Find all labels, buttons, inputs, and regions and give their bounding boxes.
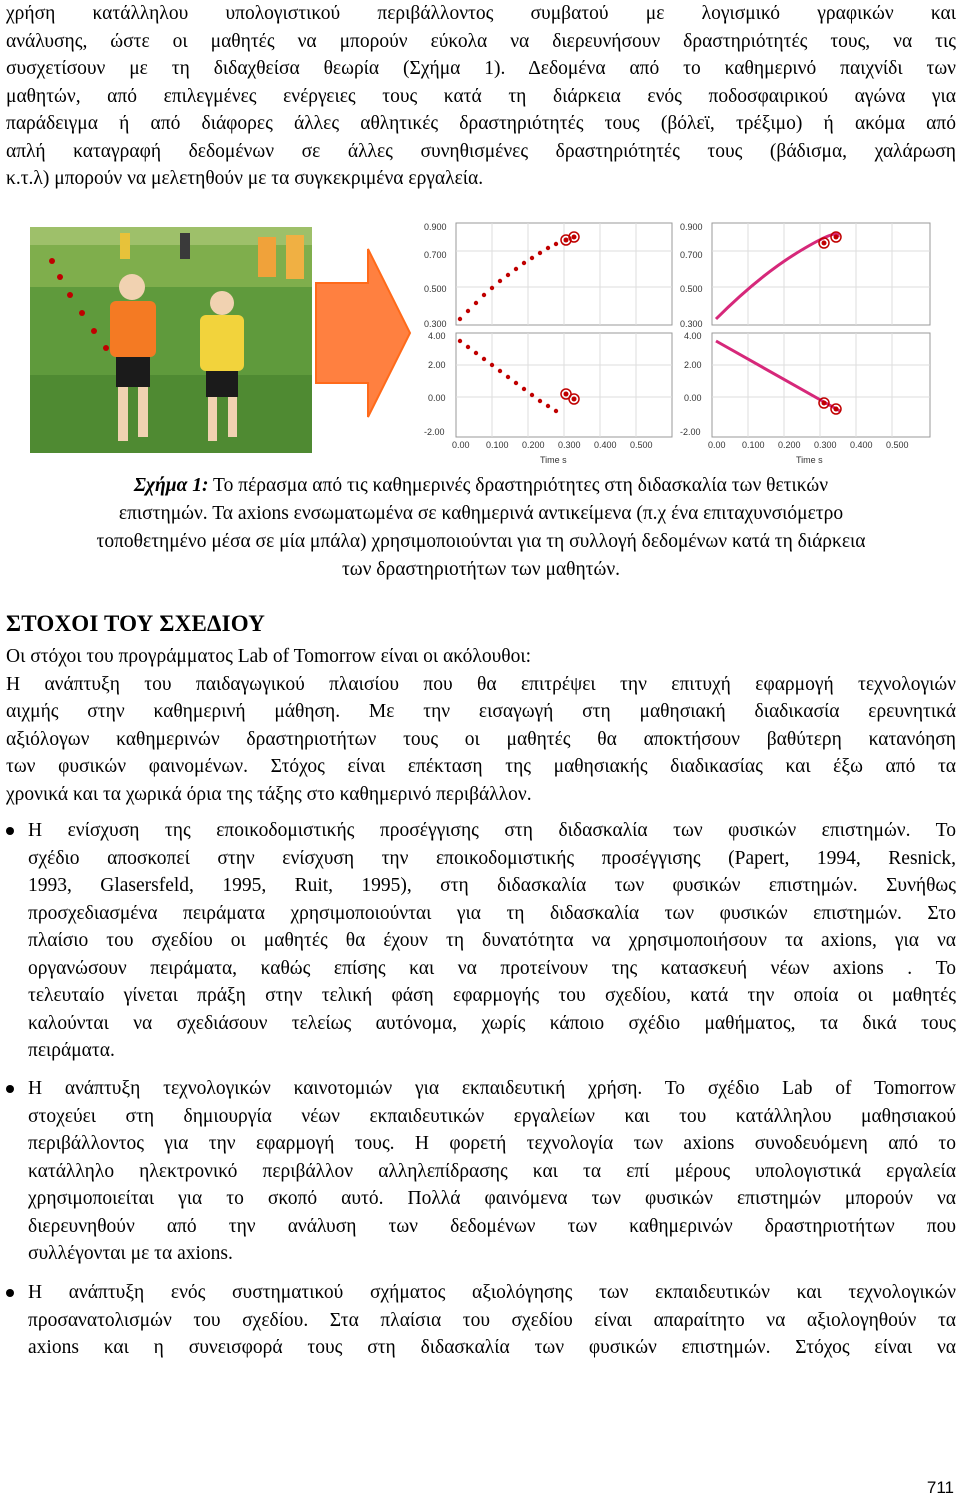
page-number: 711 [926, 1478, 954, 1497]
text-line: συλλέγονται με τα axions. [28, 1243, 233, 1264]
tick-label: 0.400 [594, 440, 617, 450]
goals-paragraph [6, 643, 956, 808]
caption-text: Το πέρασμα από τις καθημερινές δραστηριότητες στη διδασκαλία των θετικών [208, 475, 829, 496]
text-line: συσχετίσουν με τη διδαχθείσα θεωρία (Σχήμα 1). Δεδομένα από το καθημερινό παιχνίδι των [6, 58, 956, 79]
bullet-text [28, 817, 956, 1065]
arrow-right-icon [316, 249, 410, 417]
tick-label: 0.500 [630, 440, 653, 450]
tick-label: 0.700 [680, 250, 703, 260]
text-line: κ.τ.λ) μπορούν να μελετηθούν με τα συγκεκριμένα εργαλεία. [6, 168, 484, 189]
text-line: πλαίσιο του σχεδίου οι μαθητές θα έχουν τη δυνατότητα να χρησιμοποιήσουν τα axions, για να [28, 930, 956, 951]
tick-label: 0.400 [850, 440, 873, 450]
text-line: παράδειγμα ή από διάφορες άλλες αθλητικές δραστηριότητές τους (βόλεϊ, τρέξιμο) ή ακόμα από [6, 113, 956, 134]
caption-text: των δραστηριοτήτων των μαθητών. [341, 559, 621, 580]
text-line: των φυσικών φαινομένων. Στόχος είναι επέκταση της μαθησιακής διαδικασίας και έξω από τα [6, 756, 956, 777]
tick-label: -2.00 [680, 427, 701, 437]
text-line: χρονικά και τα χωρικά όρια της τάξης στο καθημερινό περιβάλλον. [6, 783, 532, 805]
section-title: ΣΤΟΧΟΙ ΤΟΥ ΣΧΕΔΙΟΥ [6, 611, 266, 636]
tick-label: 0.00 [452, 440, 470, 450]
tick-label: 4.00 [428, 331, 446, 341]
tick-label: 0.300 [558, 440, 581, 450]
text-line: axions και η συνεισφορά τους στη διδασκαλία των φυσικών επιστημών. Στόχος είναι να [28, 1337, 956, 1358]
figure-caption [6, 472, 956, 584]
text-line: καλούνται να σχεδιάσουν τελείως αυτόνομα, χωρίς κάποιο σχέδιο μαθήματος, τα δικά τους [28, 1012, 956, 1034]
text-line: τελευταίο γίνεται πράξη στην τελική φάση εφαρμογής του σχεδίου, κατά την οποία οι μαθητές [28, 985, 956, 1006]
text-line: στοχεύει στη δημιουργία νέων εκπαιδευτικών εργαλείων και του κατάλληλου μαθησιακού [28, 1105, 956, 1127]
caption-label: Σχήμα 1: [133, 475, 209, 496]
tick-label: 0.500 [680, 284, 703, 294]
text-line: αξιόλογων καθημερινών δραστηριοτήτων τους οι μαθητές θα αποκτήσουν βαθύτερη κατανόηση [6, 728, 956, 750]
text-line: 1993, Glasersfeld, 1995, Ruit, 1995), στη διδασκαλία των φυσικών επιστημών. Συνήθως [28, 875, 956, 896]
tick-label: 2.00 [428, 360, 446, 370]
bullet-icon [6, 1085, 14, 1093]
soccer-photo [30, 227, 312, 453]
axis-label: Time s [540, 455, 567, 465]
tick-label: 0.200 [522, 440, 545, 450]
caption-text: επιστημών. Τα axions ενσωματωμένα σε καθημερινά αντικείμενα (π.χ ένα επιταχυνσιόμετρο [118, 503, 844, 524]
text-line: Η ενίσχυση της εποικοδομιστικής προσέγγισης στη διδασκαλία των φυσικών επιστημών. Το [28, 820, 956, 841]
text-line: Η ανάπτυξη του παιδαγωγικού πλαισίου που θα επιτρέψει την επιτυχή εφαρμογή τεχνολογιών [6, 673, 956, 695]
text-line: Η ανάπτυξη τεχνολογικών καινοτομιών για εκπαιδευτική χρήση. Το σχέδιο Lab of Tomorrow [28, 1078, 956, 1099]
figure-graphic [0, 215, 960, 470]
tick-label: 0.100 [742, 440, 765, 450]
tick-label: 0.500 [886, 440, 909, 450]
text-line: ανάλυσης, ώστε οι μαθητές να μπορούν εύκολα να διερευνήσουν δραστηριότητές τους, να τις [6, 30, 956, 52]
axis-label: Time s [796, 455, 823, 465]
text-line: οργανώσουν πειράματα, καθώς επίσης και να προτείνουν της κατασκευή νέων axions . Το [28, 957, 956, 979]
tick-label: 0.300 [680, 319, 703, 329]
bullet-icon [6, 1289, 14, 1297]
text-line: απλή καταγραφή δεδομένων σε άλλες συνηθισμένες δραστηριότητές τους (βάδισμα, χαλάρωση [6, 140, 956, 162]
right-chart-pair [680, 222, 930, 465]
left-chart-pair [424, 222, 672, 465]
figure-1 [0, 215, 960, 470]
text-line: προσχεδιασμένα πειράματα χρησιμοποιούνται για τη διδασκαλία των φυσικών επιστημών. Στο [28, 902, 956, 924]
bullet-text [28, 1279, 956, 1362]
text-line: κατάλληλο ηλεκτρονικό περιβάλλον αλληλεπίδρασης και τα επί μέρους υπολογιστικά εργαλεία [28, 1160, 956, 1182]
tick-label: -2.00 [424, 427, 445, 437]
tick-label: 0.00 [708, 440, 726, 450]
bullet-text [28, 1075, 956, 1268]
tick-label: 0.100 [486, 440, 509, 450]
text-line: Οι στόχοι του προγράμματος Lab of Tomorrow είναι οι ακόλουθοι: [6, 646, 532, 667]
tick-label: 2.00 [684, 360, 702, 370]
tick-label: 0.900 [424, 222, 447, 232]
text-line: Η ανάπτυξη ενός συστηματικού σχήματος αξιολόγησης των εκπαιδευτικών και τεχνολογικών [28, 1282, 956, 1303]
text-line: μαθητών, από επιλεγμένες ενέργειες τους κατά τη διάρκεια ενός ποδοσφαιρικού αγώνα για [6, 85, 956, 107]
tick-label: 4.00 [684, 331, 702, 341]
text-line: πειράματα. [28, 1040, 115, 1061]
text-line: προσανατολισμών του σχεδίου. Στα πλαίσια του σχεδίου είναι απαραίτητο να αξιολογηθούν τα [28, 1309, 956, 1331]
tick-label: 0.00 [428, 393, 446, 403]
tick-label: 0.700 [424, 250, 447, 260]
text-line: αιχμής στην καθημερινή μάθηση. Με την εισαγωγή στη μαθησιακή διαδικασία ερευνητικά [6, 701, 956, 722]
text-line: χρήση κατάλληλου υπολογιστικού περιβάλλοντος συμβατού με λογισμικό γραφικών και [6, 3, 956, 24]
tick-label: 0.300 [814, 440, 837, 450]
tick-label: 0.300 [424, 319, 447, 329]
tick-label: 0.900 [680, 222, 703, 232]
text-line: περιβάλλοντος για την εφαρμογή τους. Η φορετή τεχνολογία των axions συνοδευόμενη από το [28, 1133, 956, 1154]
text-line: σχέδιο αποσκοπεί στην ενίσχυση την εποικοδομιστικής προσέγγισης (Papert, 1994, Resnick, [28, 847, 956, 869]
text-line: χρησιμοποιείται για το σκοπό αυτό. Πολλά φαινόμενα των φυσικών επιστημών μπορούν να [28, 1188, 956, 1209]
tick-label: 0.200 [778, 440, 801, 450]
intro-paragraph [6, 0, 956, 193]
caption-text: τοποθετημένο μέσα σε μία μπάλα) χρησιμοποιούνται για τη συλλογή δεδομένων κατά τη διάρκεια [96, 531, 866, 552]
tick-label: 0.500 [424, 284, 447, 294]
text-line: διερευνηθούν από την ανάλυση των δεδομένων των καθημερινών δραστηριοτήτων που [28, 1215, 956, 1237]
tick-label: 0.00 [684, 393, 702, 403]
bullet-icon [6, 827, 14, 835]
